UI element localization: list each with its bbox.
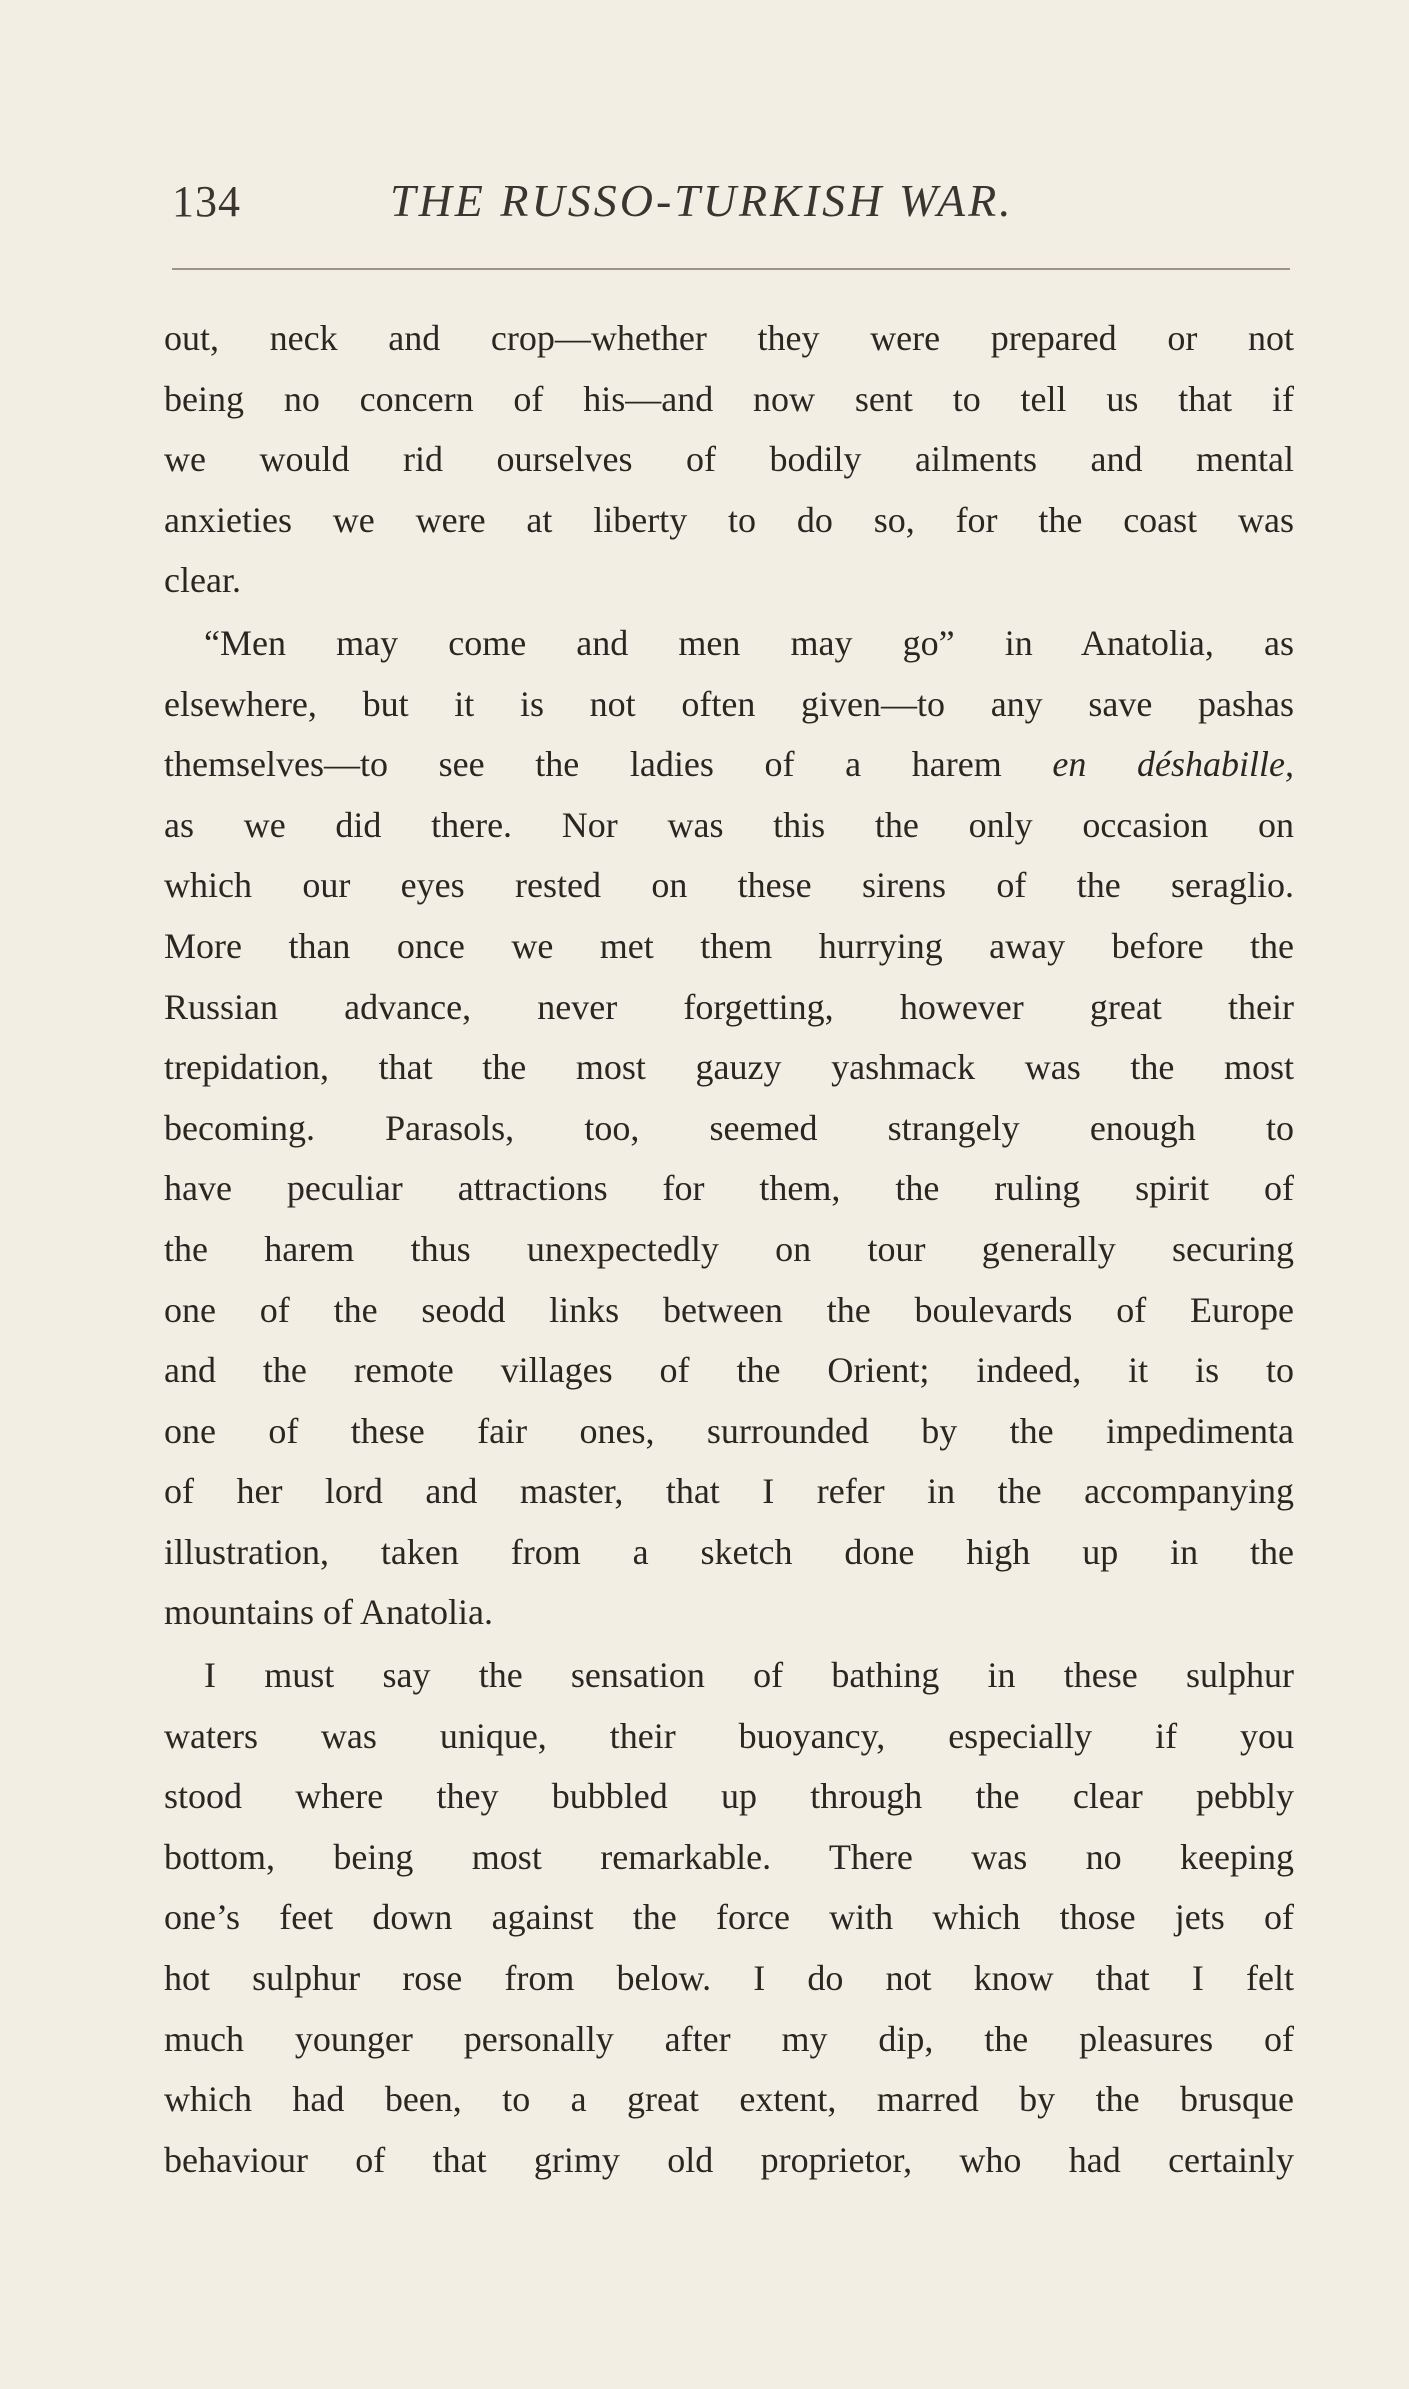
header-rule (172, 268, 1290, 270)
text-line: trepidation, that the most gauzy yashmack was the most (164, 1047, 1294, 1088)
text-line: of her lord and master, that I refer in the accompanying (164, 1471, 1294, 1512)
text-line: illustration, taken from a sketch done high up in the (164, 1531, 1294, 1572)
running-title: THE RUSSO-TURKISH WAR. (390, 175, 1014, 226)
italic-phrase: en déshabille, (1052, 744, 1294, 785)
text-line: which had been, to a great extent, marred by the brusque (164, 2079, 1294, 2120)
text-line: Russian advance, never forgetting, however great their (164, 986, 1294, 1027)
text-line: and the remote villages of the Orient; indeed, it is to (164, 1350, 1294, 1391)
text-line: one of these fair ones, surrounded by the impedimenta (164, 1410, 1294, 1451)
page-header (160, 170, 1290, 240)
text-line: hot sulphur rose from below. I do not know that I felt (164, 1958, 1294, 1999)
body-text (164, 308, 1294, 2190)
text-line: clear. (164, 560, 241, 601)
page-number: 134 (172, 177, 241, 226)
text-line: one of the seodd links between the boulevards of Europe (164, 1289, 1294, 1330)
text-line: much younger personally after my dip, the pleasures of (164, 2018, 1294, 2059)
text-line: being no concern of his—and now sent to tell us that if (164, 378, 1294, 419)
text-line: we would rid ourselves of bodily ailments and mental (164, 439, 1294, 480)
text-line: the harem thus unexpectedly on tour generally securing (164, 1228, 1294, 1269)
text-line: elsewhere, but it is not often given—to any save pashas (164, 683, 1294, 724)
text-line: behaviour of that grimy old proprietor, who had certainly (164, 2139, 1294, 2180)
text-line-with-italic (164, 734, 1294, 795)
text-line: as we did there. Nor was this the only occasion on (164, 804, 1294, 845)
text-line: bottom, being most remarkable. There was no keeping (164, 1836, 1294, 1877)
text-line: becoming. Parasols, too, seemed strangely enough to (164, 1107, 1294, 1148)
text-segment: themselves—to see the ladies of a harem (164, 744, 1002, 785)
text-line: one’s feet down against the force with which those jets of (164, 1897, 1294, 1938)
text-line: anxieties we were at liberty to do so, for the coast was (164, 499, 1294, 540)
text-line: have peculiar attractions for them, the ruling spirit of (164, 1168, 1294, 1209)
text-line: out, neck and crop—whether they were prepared or not (164, 318, 1294, 358)
text-line: I must say the sensation of bathing in these sulphur (204, 1655, 1294, 1696)
text-line: mountains of Anatolia. (164, 1592, 493, 1633)
text-line: stood where they bubbled up through the clear pebbly (164, 1776, 1294, 1817)
text-line: More than once we met them hurrying away before the (164, 925, 1294, 966)
text-line: “Men may come and men may go” in Anatolia, as (204, 622, 1294, 663)
text-line: waters was unique, their buoyancy, especially if you (164, 1715, 1294, 1756)
text-line: which our eyes rested on these sirens of the seraglio. (164, 865, 1294, 906)
